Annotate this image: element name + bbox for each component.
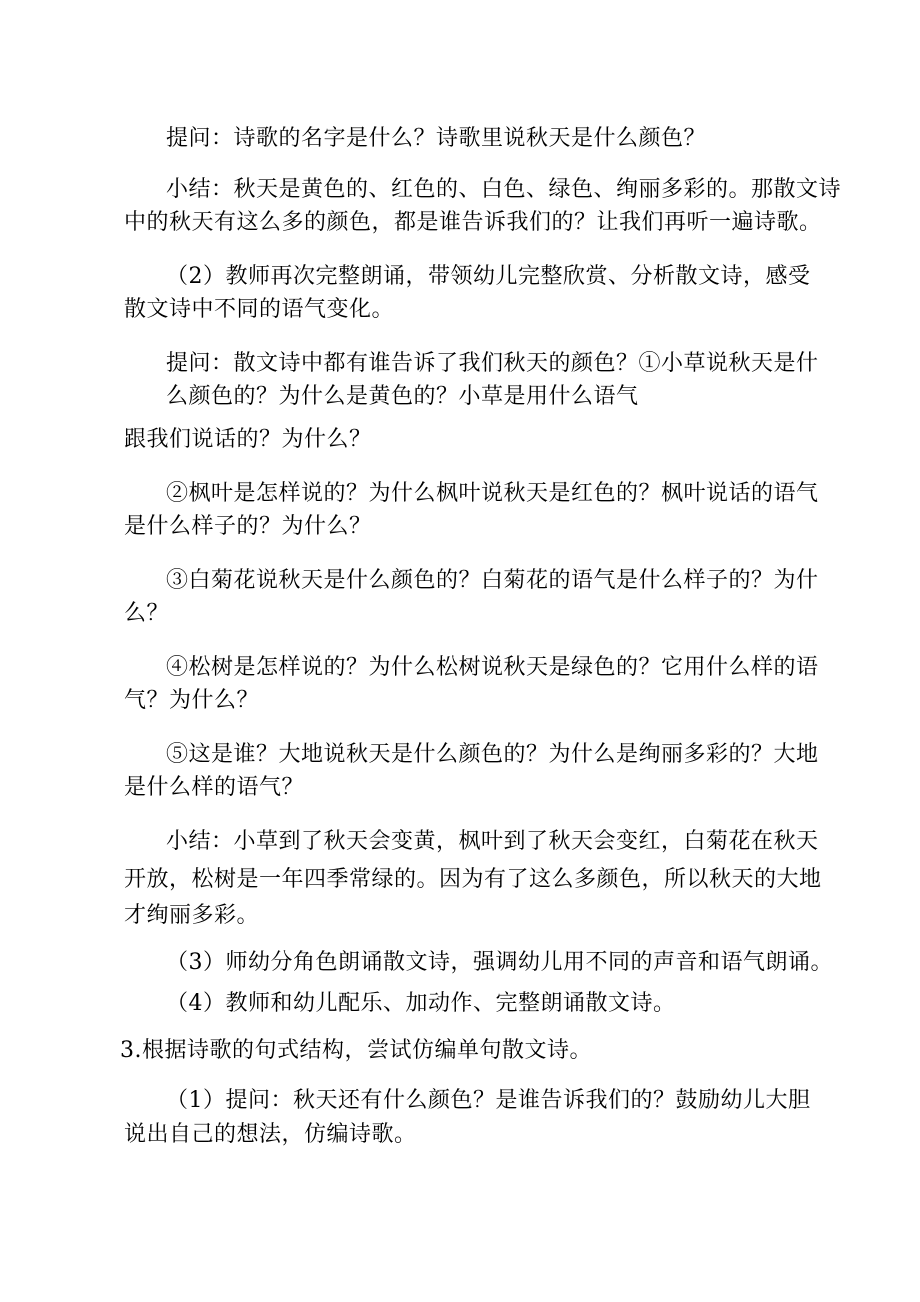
item-4-line-2: 气？为什么？ (124, 688, 260, 713)
step-2-line-2: 散文诗中不同的语气变化。 (124, 297, 395, 322)
step-3: （3）师幼分角色朗诵散文诗，强调幼儿用不同的声音和语气朗诵。 (166, 950, 833, 975)
question-1: 提问：诗歌的名字是什么？诗歌里说秋天是什么颜色？ (166, 126, 707, 151)
summary-2-line-1: 小结：小草到了秋天会变黄，枫叶到了秋天会变红，白菊花在秋天 (166, 829, 819, 854)
summary-1-line-2: 中的秋天有这么多的颜色，都是谁告诉我们的？让我们再听一遍诗歌。 (124, 210, 822, 235)
summary-1-line-1: 小结：秋天是黄色的、红色的、白色、绿色、绚丽多彩的。那散文诗 (166, 177, 842, 202)
step-4: （4）教师和幼儿配乐、加动作、完整朗诵散文诗。 (166, 991, 676, 1016)
summary-2-line-2: 开放，松树是一年四季常绿的。因为有了这么多颜色，所以秋天的大地 (124, 867, 822, 892)
step-2-line-1: （2）教师再次完整朗诵，带领幼儿完整欣赏、分析散文诗，感受 (166, 264, 811, 289)
step-3-1-line-1: （1）提问：秋天还有什么颜色？是谁告诉我们的？鼓励幼儿大胆 (166, 1088, 811, 1113)
item-3-line-2: 么？ (124, 601, 170, 626)
question-2-line-3: 跟我们说话的？为什么？ (124, 427, 372, 452)
item-2-line-2: 是什么样子的？为什么？ (124, 514, 372, 539)
summary-2-line-3: 才绚丽多彩。 (124, 903, 260, 928)
step-3-1-line-2: 说出自己的想法，仿编诗歌。 (124, 1122, 417, 1147)
section-3-heading: 3.根据诗歌的句式结构，尝试仿编单句散文诗。 (120, 1038, 592, 1063)
question-2-line-1: 提问：散文诗中都有谁告诉了我们秋天的颜色？①小草说秋天是什 (166, 351, 819, 376)
item-2-line-1: ②枫叶是怎样说的？为什么枫叶说秋天是红色的？枫叶说话的语气 (166, 481, 819, 506)
question-2-line-2: 么颜色的？为什么是黄色的？小草是用什么语气 (166, 384, 639, 409)
item-5-line-1: ⑤这是谁？大地说秋天是什么颜色的？为什么是绚丽多彩的？大地 (166, 742, 819, 767)
item-5-line-2: 是什么样的语气？ (124, 775, 305, 800)
item-3-line-1: ③白菊花说秋天是什么颜色的？白菊花的语气是什么样子的？为什 (166, 568, 819, 593)
item-4-line-1: ④松树是怎样说的？为什么松树说秋天是绿色的？它用什么样的语 (166, 655, 819, 680)
